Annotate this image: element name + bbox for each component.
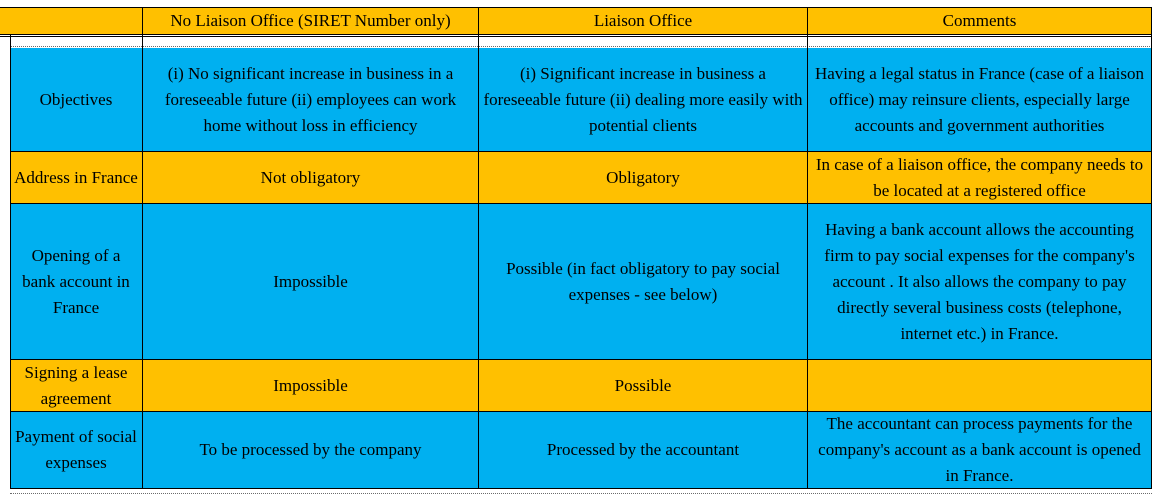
- row-bank-account-comments: Having a bank account allows the accounting firm to pay social expenses for the company's account . It also allows the company to pay directly several business costs (telephone, internet etc.) in France.: [808, 204, 1151, 359]
- row-bank-account-label: Opening of a bank account in France: [10, 204, 142, 359]
- table-top-border: [0, 7, 1152, 8]
- bottom-dotted-border: [10, 493, 1152, 494]
- row-objectives-no-liaison: (i) No significant increase in business in a foreseeable future (ii) employees can work home without loss in efficiency: [143, 48, 478, 151]
- row-social-expenses-label: Payment of social expenses: [10, 412, 142, 488]
- row-objectives-comments: Having a legal status in France (case of a liaison office) may reinsure clients, especially large accounts and government authorities: [808, 48, 1151, 151]
- row-social-expenses-no-liaison: To be processed by the company: [143, 412, 478, 488]
- header-no-liaison: No Liaison Office (SIRET Number only): [143, 8, 478, 34]
- row-lease-liaison: Possible: [479, 360, 807, 411]
- column-divider-1: [142, 7, 143, 489]
- row-social-expenses-liaison: Processed by the accountant: [479, 412, 807, 488]
- row-social-expenses-comments: The accountant can process payments for the company's account as a bank account is opened in France.: [808, 412, 1151, 488]
- row-label-left-border: [10, 34, 11, 489]
- row-divider-2: [10, 203, 1152, 204]
- row-objectives-liaison: (i) Significant increase in business a foreseeable future (ii) dealing more easily with potential clients: [479, 48, 807, 151]
- row-lease-label: Signing a lease agreement: [10, 360, 142, 411]
- table-right-border: [1151, 7, 1152, 489]
- row-bank-account-no-liaison: Impossible: [143, 204, 478, 359]
- header-corner-cell: [0, 8, 142, 34]
- row-address-comments: In case of a liaison office, the company needs to be located at a registered office: [808, 152, 1151, 203]
- column-divider-2: [478, 7, 479, 489]
- row-divider-3: [10, 359, 1152, 360]
- column-divider-3: [807, 7, 808, 489]
- row-lease-comments: [808, 360, 1151, 411]
- header-comments: Comments: [808, 8, 1151, 34]
- row-objectives-label: Objectives: [10, 48, 142, 151]
- header-dotted-border: [10, 46, 1152, 47]
- table-bottom-border: [10, 488, 1152, 489]
- row-address-label: Address in France: [10, 152, 142, 203]
- row-lease-no-liaison: Impossible: [143, 360, 478, 411]
- row-address-no-liaison: Not obligatory: [143, 152, 478, 203]
- row-divider-1: [10, 151, 1152, 152]
- row-address-liaison: Obligatory: [479, 152, 807, 203]
- row-divider-4: [10, 411, 1152, 412]
- header-liaison-office: Liaison Office: [479, 8, 807, 34]
- header-double-border: [0, 34, 1152, 37]
- row-bank-account-liaison: Possible (in fact obligatory to pay social expenses - see below): [479, 204, 807, 359]
